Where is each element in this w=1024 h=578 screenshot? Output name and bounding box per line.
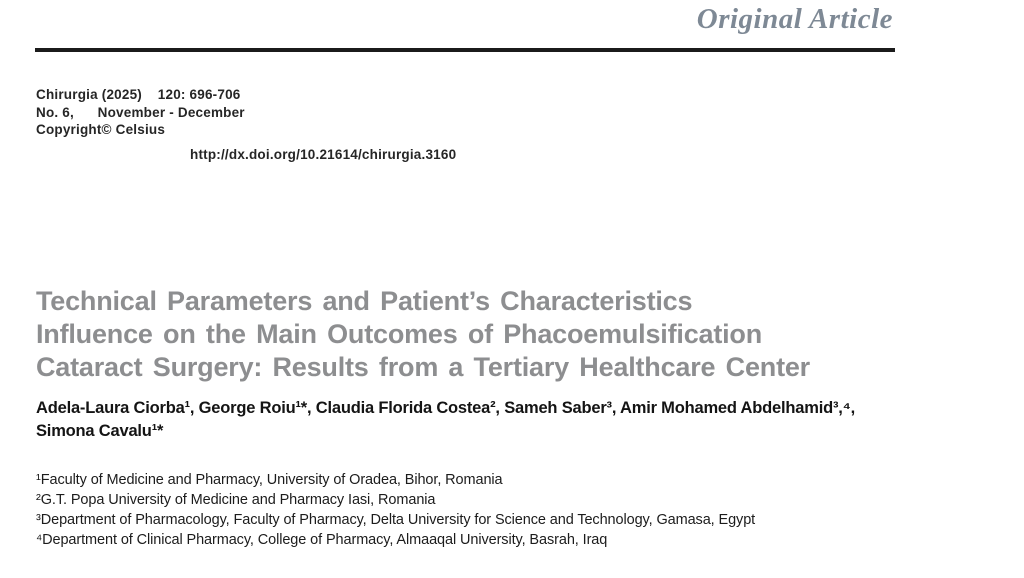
journal-copyright: Copyright© Celsius	[36, 122, 166, 137]
article-type-label: Original Article	[696, 3, 893, 35]
title-line: Influence on the Main Outcomes of Phacoemulsification	[36, 319, 762, 349]
article-title	[36, 285, 976, 384]
affiliation-item: ¹Faculty of Medicine and Pharmacy, University of Oradea, Bihor, Romania	[36, 472, 503, 488]
journal-doi: http://dx.doi.org/10.21614/chirurgia.3160	[190, 146, 457, 162]
affiliation-item: ³Department of Pharmacology, Faculty of Pharmacy, Delta University for Science and Technology, Gamasa, Egypt	[36, 512, 756, 528]
affiliation-item: ⁴Department of Clinical Pharmacy, College of Pharmacy, Almaaqal University, Basrah, Iraq	[36, 532, 608, 548]
title-line: Technical Parameters and Patient’s Characteristics	[36, 286, 693, 316]
journal-issue: No. 6, November - December	[36, 104, 245, 120]
author-line: Simona Cavalu¹*	[36, 422, 164, 440]
affiliation-list	[36, 470, 1024, 550]
affiliation-item: ²G.T. Popa University of Medicine and Pharmacy Iasi, Romania	[36, 492, 436, 508]
journal-info-block	[36, 86, 456, 163]
author-list	[36, 397, 1024, 443]
header-rule-divider	[35, 48, 895, 52]
journal-citation: Chirurgia (2025) 120: 696-706	[36, 87, 241, 102]
author-line: Adela-Laura Ciorba¹, George Roiu¹*, Claudia Florida Costea², Sameh Saber³, Amir Mohamed Abdelhamid³,⁴,	[36, 399, 856, 417]
title-line: Cataract Surgery: Results from a Tertiary Healthcare Center	[36, 352, 810, 382]
